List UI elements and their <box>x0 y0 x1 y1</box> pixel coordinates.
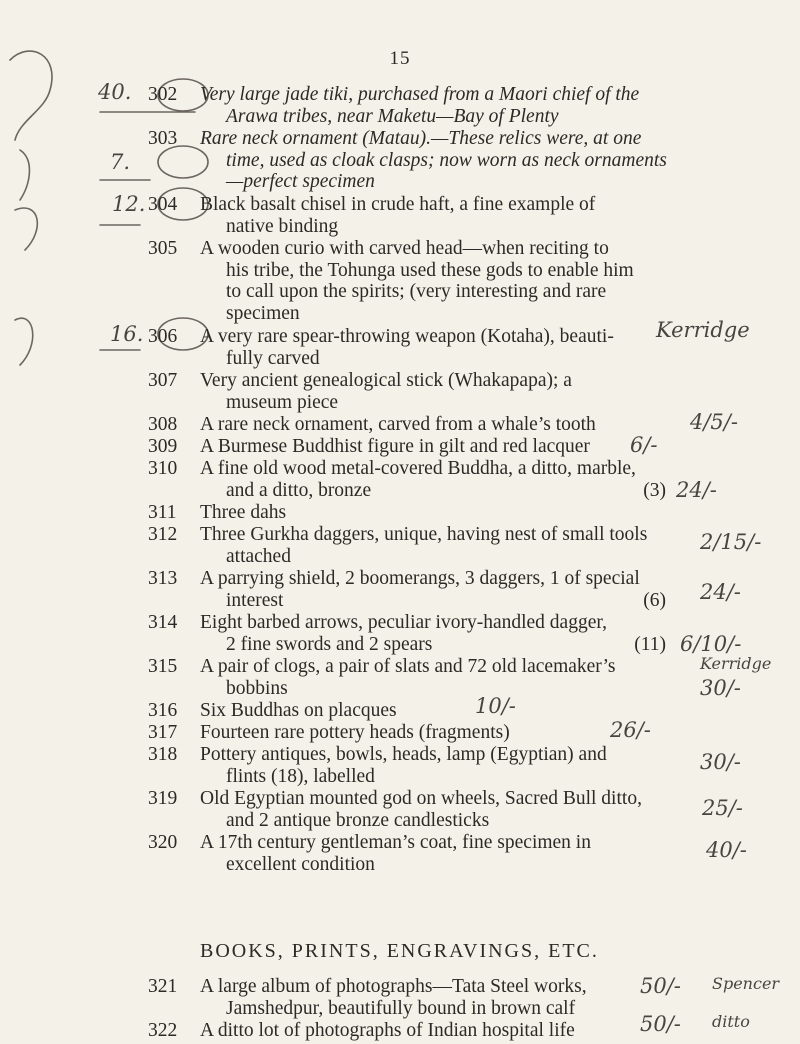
lot-description-cont: interest <box>226 589 284 611</box>
lot-description-cont: —perfect specimen <box>226 171 375 192</box>
lot-description: A pair of clogs, a pair of slats and 72 old lacemaker’s <box>200 656 616 677</box>
price-note-308: 4/5/- <box>690 410 738 434</box>
buyer-note-321: Spencer <box>712 974 780 993</box>
lot-320 <box>148 832 740 875</box>
lot-number: 306 <box>148 326 178 347</box>
lot-number: 320 <box>148 832 178 853</box>
lot-description: Old Egyptian mounted god on wheels, Sacred Bull ditto, <box>200 788 642 809</box>
lot-description-cont: bobbins <box>226 677 288 699</box>
buyer-note-322: ditto <box>712 1012 750 1031</box>
lot-description: A fine old wood metal-covered Buddha, a ditto, marble, <box>200 458 636 479</box>
lot-description: Very large jade tiki, purchased from a Maori chief of the <box>200 84 640 105</box>
lot-number: 316 <box>148 700 178 721</box>
lot-description-cont: Jamshedpur, beautifully bound in brown calf <box>226 997 576 1019</box>
lot-number: 307 <box>148 370 178 391</box>
lot-description: Fourteen rare pottery heads (fragments) <box>200 722 510 743</box>
lot-number: 309 <box>148 436 178 457</box>
price-note-310: 24/- <box>676 478 717 502</box>
lot-number: 318 <box>148 744 178 765</box>
margin-note-307: 16. <box>110 322 144 346</box>
lot-description: Six Buddhas on placques <box>200 700 397 721</box>
lot-description: A large album of photographs—Tata Steel works, <box>200 976 587 997</box>
price-note-320: 40/- <box>706 838 747 862</box>
lot-description: Very ancient genealogical stick (Whakapapa); a <box>200 370 572 391</box>
lot-303 <box>148 128 740 193</box>
price-note-321: 50/- <box>640 974 681 998</box>
lot-description: Black basalt chisel in crude haft, a fine example of <box>200 194 596 215</box>
price-note-306: Kerridge <box>656 318 750 342</box>
lot-quantity: (6) <box>643 589 666 611</box>
lot-description: A 17th century gentleman’s coat, fine specimen in <box>200 832 591 853</box>
lot-number: 319 <box>148 788 178 809</box>
lot-description-cont: and a ditto, bronze <box>226 479 372 501</box>
price-note-319: 25/- <box>702 796 743 820</box>
lot-number: 308 <box>148 414 178 435</box>
lot-description: Rare neck ornament (Matau).—These relics were, at one <box>200 128 642 149</box>
lot-description-cont: his tribe, the Tohunga used these gods to enable him <box>226 259 634 281</box>
lot-description: A wooden curio with carved head—when reciting to <box>200 238 609 259</box>
lot-number: 315 <box>148 656 178 677</box>
buyer-note-314: Kerridge <box>700 654 772 673</box>
lot-319 <box>148 788 740 831</box>
lot-number: 322 <box>148 1020 178 1041</box>
lot-description-cont: time, used as cloak clasps; now worn as neck ornaments <box>226 149 667 171</box>
lot-quantity: (11) <box>634 633 666 655</box>
lot-description-cont: museum piece <box>226 391 339 413</box>
lot-number: 314 <box>148 612 178 633</box>
margin-note-302: 40. <box>98 80 132 104</box>
lot-number: 311 <box>148 502 177 523</box>
lot-number: 321 <box>148 976 178 997</box>
lot-description: Pottery antiques, bowls, heads, lamp (Egyptian) and <box>200 744 607 765</box>
lot-number: 304 <box>148 194 178 215</box>
lot-quantity: (3) <box>643 479 666 501</box>
lot-number: 317 <box>148 722 178 743</box>
lot-description-cont: native binding <box>226 215 339 237</box>
lot-description: A very rare spear-throwing weapon (Kotaha), beauti- <box>200 326 614 347</box>
lot-302 <box>148 84 740 127</box>
lot-description-cont: and 2 antique bronze candlesticks <box>226 809 490 831</box>
lot-number: 302 <box>148 84 178 105</box>
price-note-317: 26/- <box>610 718 651 742</box>
lot-description: A rare neck ornament, carved from a whale’s tooth <box>200 414 596 435</box>
lot-307 <box>148 370 740 413</box>
lot-description: Three dahs <box>200 502 287 523</box>
lot-314 <box>148 612 740 655</box>
page-number: 15 <box>389 48 411 69</box>
lot-description-cont: attached <box>226 545 291 567</box>
lot-304 <box>148 194 740 237</box>
lot-number: 312 <box>148 524 178 545</box>
lot-description-cont: to call upon the spirits; (very interesting and rare <box>226 281 607 302</box>
lot-310 <box>148 458 740 501</box>
lot-311 <box>148 502 740 524</box>
lot-305 <box>148 238 740 324</box>
lot-description-cont: excellent condition <box>226 853 375 875</box>
price-note-312: 2/15/- <box>700 530 762 554</box>
lot-description-cont: fully carved <box>226 347 320 369</box>
lot-number: 303 <box>148 128 178 149</box>
lot-description-cont: flints (18), labelled <box>226 765 375 787</box>
lot-316 <box>148 700 740 722</box>
lot-313 <box>148 568 740 611</box>
lot-312 <box>148 524 740 567</box>
price-note-318: 30/- <box>700 750 741 774</box>
lot-description-cont: 2 fine swords and 2 spears <box>226 633 433 655</box>
section-heading-books: BOOKS, PRINTS, ENGRAVINGS, ETC. <box>200 940 599 962</box>
margin-note-305: 12. <box>112 192 146 216</box>
lot-number: 310 <box>148 458 178 479</box>
lot-description: Three Gurkha daggers, unique, having nest of small tools <box>200 524 648 545</box>
lot-description: A Burmese Buddhist figure in gilt and red lacquer <box>200 436 590 457</box>
lot-description: A ditto lot of photographs of Indian hospital life <box>200 1020 575 1041</box>
lot-308 <box>148 414 740 436</box>
price-note-314: 6/10/- <box>680 632 742 656</box>
lot-number: 313 <box>148 568 178 589</box>
lot-description: Eight barbed arrows, peculiar ivory-handled dagger, <box>200 612 607 633</box>
margin-note-304: 7. <box>110 150 131 174</box>
lot-description-cont: specimen <box>226 302 300 324</box>
price-note-316: 10/- <box>475 694 516 718</box>
lot-description-cont: Arawa tribes, near Maketu—Bay of Plenty <box>226 105 559 127</box>
price-note-313: 24/- <box>700 580 741 604</box>
lot-number: 305 <box>148 238 178 259</box>
price-note-322: 50/- <box>640 1012 681 1036</box>
lot-309 <box>148 436 740 458</box>
price-note-309: 6/- <box>630 433 658 457</box>
lot-description: A parrying shield, 2 boomerangs, 3 daggers, 1 of special <box>200 568 640 589</box>
lot-317 <box>148 722 740 744</box>
lot-318 <box>148 744 740 787</box>
price-note-315: 30/- <box>700 676 741 700</box>
lot-315 <box>148 656 740 699</box>
